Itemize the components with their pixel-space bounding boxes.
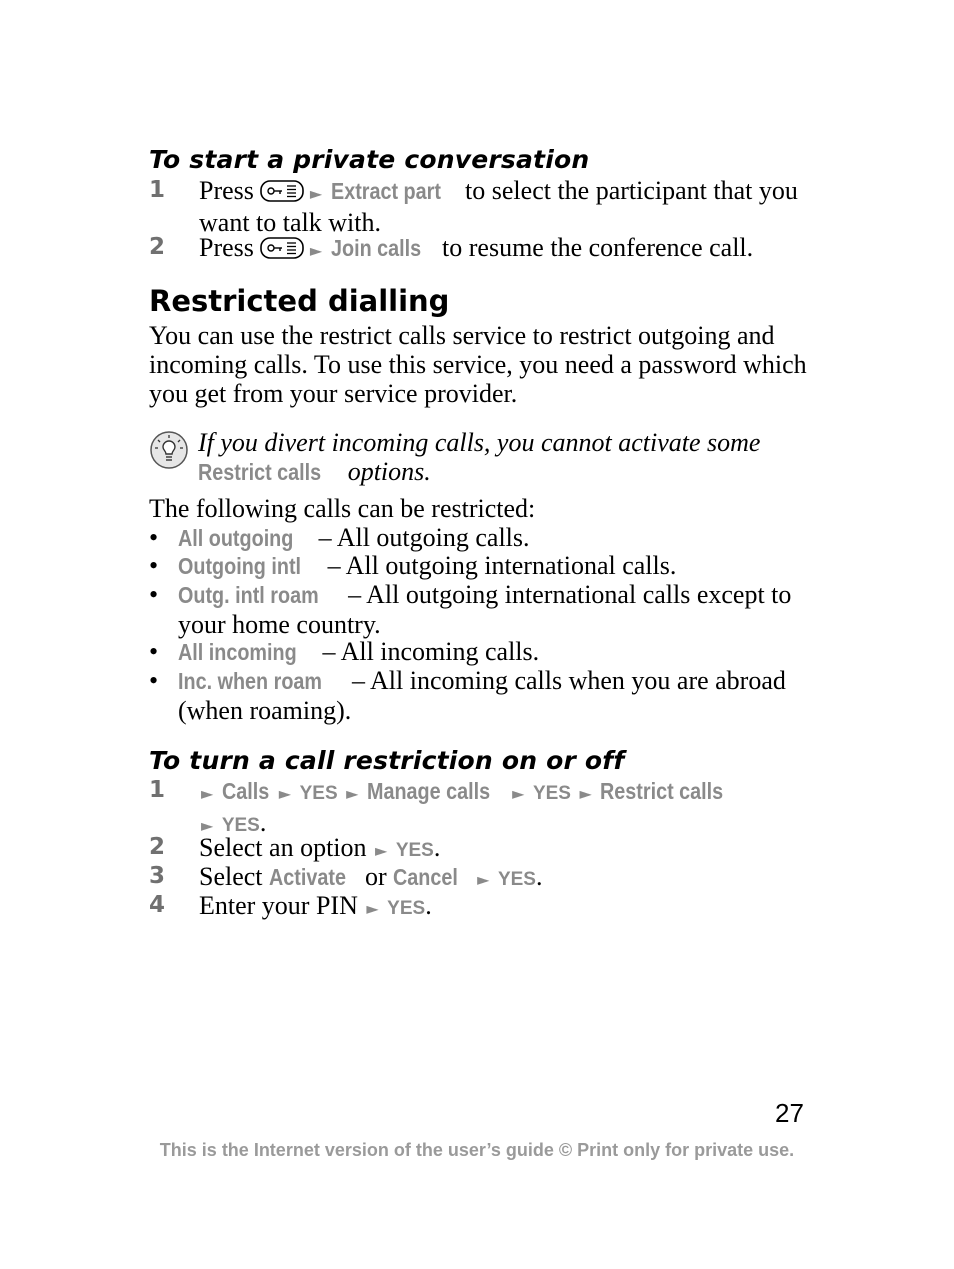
menu-outg-intl-roam: Outg. intl roam: [178, 582, 319, 608]
step-rest-text: to select the participant that you want to talk with.: [199, 176, 798, 237]
item-description: – All incoming calls.: [316, 637, 540, 666]
menu-restrict-calls: Restrict calls: [600, 778, 724, 804]
arrow-icon: ►: [309, 241, 323, 260]
yes-key: YES: [387, 898, 426, 919]
menu-manage-calls: Manage calls: [366, 778, 491, 804]
yes-key: YES: [299, 783, 338, 804]
step-number: 3: [149, 863, 166, 889]
yes-key: YES: [395, 840, 434, 861]
page-number: 27: [775, 1098, 804, 1128]
menu-cancel: Cancel: [393, 864, 459, 890]
arrow-icon: ►: [346, 784, 359, 803]
yes-key: YES: [532, 783, 571, 804]
step-press-text: Press: [199, 176, 254, 205]
item-description: – All outgoing international calls except to your home country.: [178, 580, 792, 639]
tip-text: [198, 428, 818, 487]
arrow-icon: ►: [366, 899, 379, 918]
step-text: ► Calls ► YES ► Manage calls ► YES ► Restrict calls ► YES.: [201, 778, 724, 837]
subheading-private-conversation: To start a private conversation: [149, 145, 590, 174]
bullet-dot: •: [149, 666, 159, 695]
menu-inc-when-roam: Inc. when roam: [178, 668, 322, 694]
step-number: 1: [149, 777, 166, 803]
menu-restrict-calls: Restrict calls: [198, 459, 322, 485]
more-key-icon: [260, 179, 304, 208]
bullet-dot: •: [149, 580, 159, 609]
menu-calls: Calls: [221, 778, 270, 804]
list-intro: The following calls can be restricted:: [149, 494, 536, 523]
menu-outgoing-intl: Outgoing intl: [178, 553, 302, 579]
menu-extract-part: Extract part: [330, 178, 441, 204]
step-text: Select Activate or Cancel ► YES.: [199, 862, 543, 891]
arrow-icon: ►: [201, 816, 214, 835]
step-rest-text: to resume the conference call.: [435, 233, 754, 262]
menu-join-calls: Join calls: [330, 235, 421, 261]
step-number: 1: [149, 177, 166, 203]
bullet-dot: •: [149, 523, 159, 552]
intro-paragraph: You can use the restrict calls service to restrict outgoing and incoming calls. To use this service, you need a password which you get from your service provider.: [149, 321, 807, 408]
arrow-icon: ►: [375, 841, 388, 860]
yes-key: YES: [497, 869, 536, 890]
footer-notice: This is the Internet version of the user’s guide © Print only for private use.: [159, 1140, 795, 1160]
step-instruction: Enter your PIN: [199, 891, 358, 920]
step-instruction: Select: [199, 862, 270, 891]
more-key-icon: [260, 236, 304, 265]
tip-text-start: If you divert incoming calls, you cannot activate some: [198, 428, 761, 457]
step-instruction: Select an option: [199, 833, 367, 862]
step-number: 2: [149, 834, 166, 860]
menu-all-incoming: All incoming: [178, 639, 297, 665]
item-description: – All outgoing international calls.: [321, 551, 677, 580]
heading-restricted-dialling: Restricted dialling: [149, 284, 450, 318]
menu-activate: Activate: [269, 864, 346, 890]
lightbulb-icon: [149, 430, 189, 476]
arrow-icon: ►: [309, 184, 323, 203]
step-press-text: Press: [199, 233, 254, 262]
arrow-icon: ►: [201, 784, 214, 803]
arrow-icon: ►: [579, 784, 592, 803]
subheading-call-restriction: To turn a call restriction on or off: [149, 746, 625, 775]
step-or: or: [358, 862, 394, 891]
bullet-dot: •: [149, 551, 159, 580]
arrow-icon: ►: [512, 784, 525, 803]
yes-key: YES: [221, 815, 260, 836]
step-number: 4: [149, 892, 166, 918]
step-text: Enter your PIN ► YES.: [199, 891, 432, 920]
item-description: – All outgoing calls.: [312, 523, 530, 552]
item-description: – All incoming calls when you are abroad (when roaming).: [178, 666, 786, 725]
step-text: [199, 176, 819, 237]
arrow-icon: ►: [477, 870, 490, 889]
step-number: 2: [149, 234, 166, 260]
tip-text-end: options.: [341, 457, 431, 486]
arrow-icon: ►: [278, 784, 292, 803]
menu-all-outgoing: All outgoing: [178, 525, 294, 551]
bullet-dot: •: [149, 637, 159, 666]
step-text: [199, 233, 819, 265]
step-text: Select an option ► YES.: [199, 833, 441, 862]
